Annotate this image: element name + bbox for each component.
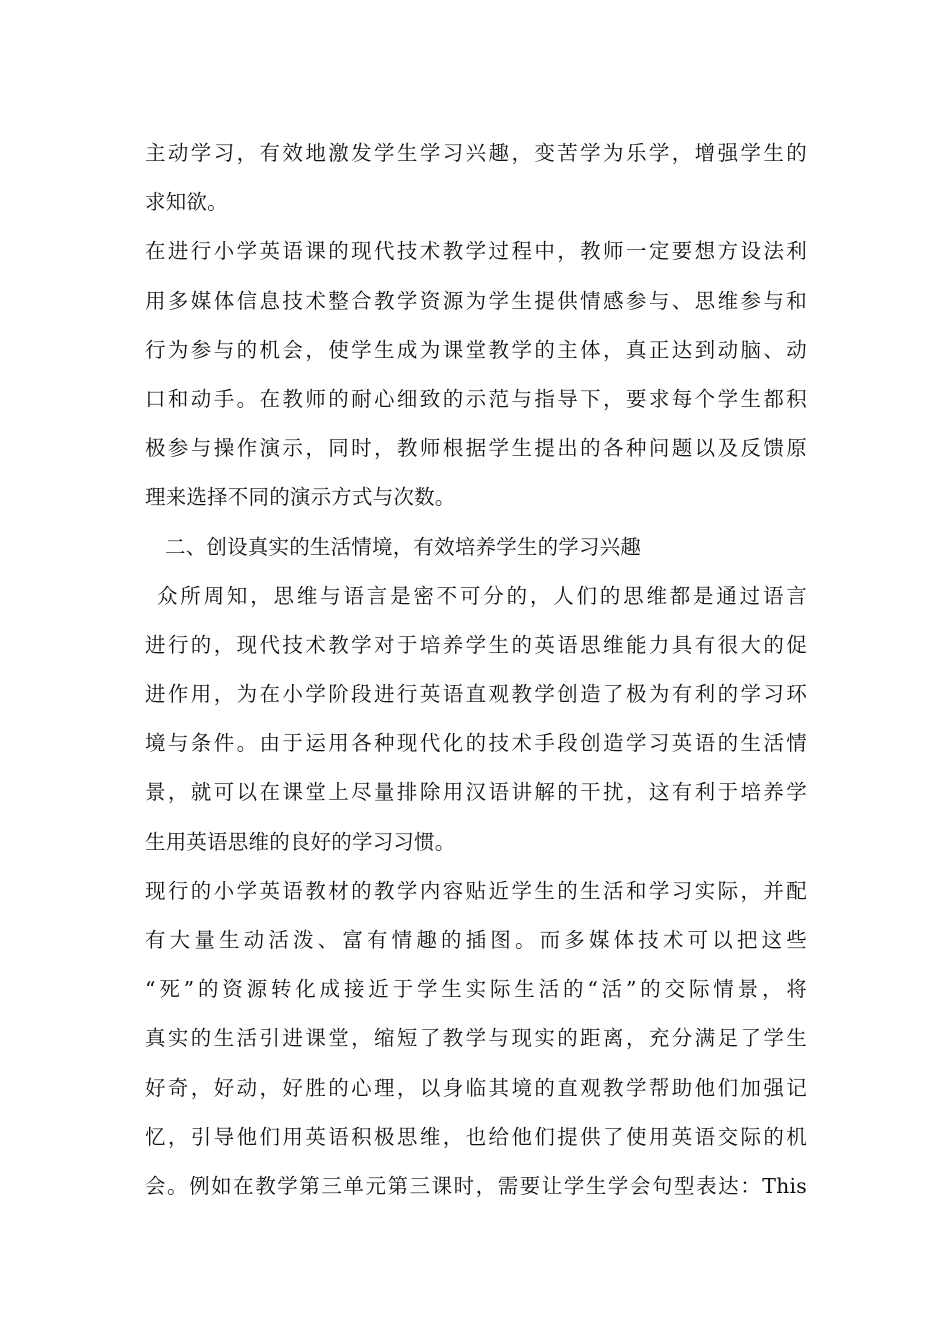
text-line: 口和动手。在教师的耐心细致的示范与指导下，要求每个学生都积 bbox=[145, 386, 807, 411]
text-line: 求知欲。 bbox=[145, 190, 228, 215]
body-text bbox=[145, 129, 807, 1211]
text-line: 好奇，好动，好胜的心理，以身临其境的直观教学帮助他们加强记 bbox=[145, 1075, 807, 1100]
text-line: 真实的生活引进课堂，缩短了教学与现实的距离，充分满足了学生 bbox=[145, 1026, 807, 1051]
text-line: 用多媒体信息技术整合教学资源为学生提供情感参与、思维参与和 bbox=[145, 288, 807, 313]
text-line: 二、创设真实的生活情境，有效培养学生的学习兴趣 bbox=[165, 534, 642, 559]
text-line: 极参与操作演示，同时，教师根据学生提出的各种问题以及反馈原 bbox=[145, 436, 807, 461]
text-line: 进行的，现代技术教学对于培养学生的英语思维能力具有很大的促 bbox=[145, 632, 807, 657]
text-line: 在进行小学英语课的现代技术教学过程中，教师一定要想方设法利 bbox=[145, 239, 807, 264]
text-line: 理来选择不同的演示方式与次数。 bbox=[145, 485, 456, 510]
text-line: 有大量生动活泼、富有情趣的插图。而多媒体技术可以把这些 bbox=[145, 928, 807, 952]
text-line: 进作用，为在小学阶段进行英语直观教学创造了极为有利的学习环 bbox=[145, 682, 807, 707]
text-line: 现行的小学英语教材的教学内容贴近学生的生活和学习实际，并配 bbox=[145, 878, 807, 903]
text-line: 境与条件。由于运用各种现代化的技术手段创造学习英语的生活情 bbox=[145, 731, 807, 756]
text-line: 行为参与的机会，使学生成为课堂教学的主体，真正达到动脑、动 bbox=[145, 337, 807, 362]
text-line: 主动学习，有效地激发学生学习兴趣，变苦学为乐学，增强学生的 bbox=[145, 141, 807, 165]
text-line: 景，就可以在课堂上尽量排除用汉语讲解的干扰，这有利于培养学 bbox=[145, 780, 807, 805]
text-line: “死”的资源转化成接近于学生实际生活的“活”的交际情景，将 bbox=[145, 977, 807, 1002]
text-line: 会。例如在教学第三单元第三课时，需要让学生学会句型表达：This bbox=[145, 1173, 807, 1198]
text-line: 生用英语思维的良好的学习习惯。 bbox=[145, 829, 456, 854]
text-line: 忆，引导他们用英语积极思维，也给他们提供了使用英语交际的机 bbox=[145, 1124, 807, 1149]
text-line: 众所周知，思维与语言是密不可分的，人们的思维都是通过语言 bbox=[157, 583, 807, 608]
